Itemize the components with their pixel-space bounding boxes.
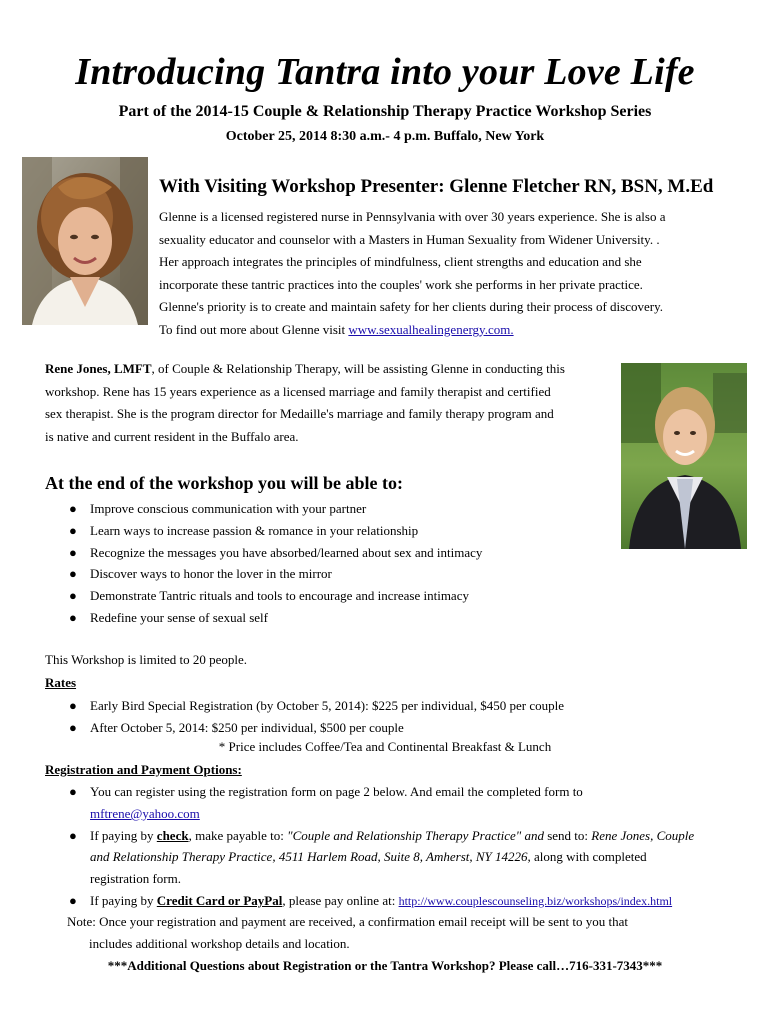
- presenter-heading: With Visiting Workshop Presenter: Glenne Fletcher RN, BSN, M.Ed: [159, 176, 714, 197]
- bullet-icon: ●: [69, 501, 77, 516]
- mailing-address: and Relationship Therapy Practice, 4511 Harlem Road, Suite 8, Amherst, NY 14226,: [90, 849, 531, 865]
- bullet-icon: ●: [69, 892, 77, 908]
- online-pay-label: Credit Card or PayPal: [156, 892, 283, 908]
- assistant-bio-line: sex therapist. She is the program director for Medaille's marriage and family therapy program and: [45, 406, 554, 421]
- assistant-bio-line: is native and current resident in the Buffalo area.: [45, 428, 299, 444]
- rate-text: After October 5, 2014: $250 per individual, $500 per couple: [90, 719, 404, 735]
- event-date-location: October 25, 2014 8:30 a.m.- 4 p.m. Buffalo, New York: [225, 129, 545, 144]
- list-item: [45, 520, 605, 542]
- payment-link[interactable]: http://www.couplescounseling.biz/workshops/index.html: [398, 893, 673, 908]
- bullet-icon: ●: [69, 544, 77, 560]
- registration-heading: Registration and Payment Options:: [45, 762, 242, 777]
- rate-text: Early Bird Special Registration (by October 5, 2014): $225 per individual, $450 per couple: [90, 698, 565, 713]
- presenter-bio-line: Glenne is a licensed registered nurse in Pennsylvania with over 30 years experience. She is also a: [159, 209, 666, 224]
- assistant-bio-line: workshop. Rene has 15 years experience as a licensed marriage and family therapist and certified: [45, 383, 551, 399]
- list-item: [45, 542, 605, 564]
- outcome-text: Redefine your sense of sexual self: [90, 609, 268, 625]
- outcomes-heading: At the end of the workshop you will be able to:: [45, 473, 404, 493]
- bullet-icon: ●: [69, 719, 77, 735]
- outcome-text: Improve conscious communication with your partner: [90, 501, 367, 516]
- check-text: If paying by: [90, 827, 157, 843]
- check-label: check: [156, 827, 189, 843]
- presenter-photo-image: [22, 157, 148, 325]
- registration-list: [45, 781, 735, 913]
- outcome-text: Learn ways to increase passion & romance in your relationship: [90, 522, 419, 538]
- registration-email-text: You can register using the registration form on page 2 below. And email the completed form to: [90, 784, 583, 799]
- presenter-bio: [159, 206, 719, 341]
- bullet-icon: ●: [69, 588, 77, 604]
- outcome-text: Discover ways to honor the lover in the mirror: [90, 566, 332, 582]
- presenter-bio-line: Glenne's priority is to create and maintain safety for her clients during their process of discovery.: [159, 299, 664, 314]
- list-item: [45, 585, 605, 607]
- bullet-icon: ●: [69, 609, 77, 625]
- check-text: registration form.: [90, 871, 181, 887]
- list-item: [45, 607, 605, 629]
- price-includes-note: * Price includes Coffee/Tea and Continental Breakfast & Lunch: [218, 739, 552, 754]
- assistant-photo: [621, 363, 747, 549]
- note-line: Note: Once your registration and payment are received, a confirmation email receipt will be sent to you that: [67, 914, 628, 929]
- assistant-photo-image: [621, 363, 747, 549]
- list-item: [45, 781, 735, 825]
- list-item: [45, 498, 605, 520]
- assistant-bio-line: [45, 358, 610, 381]
- presenter-bio-line: sexuality educator and counselor with a Masters in Human Sexuality from Widener University. .: [159, 231, 660, 247]
- presenter-website-link[interactable]: www.sexualhealingenergy.com.: [348, 321, 514, 337]
- bullet-icon: ●: [69, 698, 77, 713]
- list-item: [45, 825, 735, 890]
- confirmation-note: [67, 911, 727, 955]
- capacity-note: This Workshop is limited to 20 people.: [45, 652, 248, 667]
- check-text: , make payable to:: [188, 827, 288, 843]
- list-item: [45, 717, 685, 739]
- series-subtitle: Part of the 2014-15 Couple & Relationship Therapy Practice Workshop Series: [118, 103, 652, 120]
- online-pay-text: , please pay online at:: [282, 892, 399, 908]
- registration-email-link[interactable]: mftrene@yahoo.com: [90, 805, 200, 821]
- check-text: send to:: [543, 827, 592, 843]
- list-item: [45, 695, 685, 717]
- bullet-icon: ●: [69, 784, 77, 799]
- assistant-bio: [45, 358, 610, 448]
- presenter-bio-line: Her approach integrates the principles of mindfulness, client strengths and education and she: [159, 254, 642, 269]
- page-title: Introducing Tantra into your Love Life: [75, 51, 695, 93]
- presenter-bio-line: incorporate these tantric practices into the couples' work she performs in her private practice.: [159, 276, 643, 292]
- list-item: [45, 890, 735, 913]
- list-item: [45, 563, 605, 585]
- rates-list: [45, 695, 685, 739]
- presenter-visit-line: [159, 319, 719, 342]
- presenter-visit-text: To find out more about Glenne visit: [159, 321, 349, 337]
- online-pay-text: If paying by: [90, 892, 157, 908]
- contact-line: ***Additional Questions about Registration or the Tantra Workshop? Please call…716-331-7343***: [107, 958, 663, 973]
- assistant-bio-text: , of Couple & Relationship Therapy, will be assisting Glenne in conducting this: [151, 361, 565, 376]
- assistant-name: Rene Jones, LMFT: [45, 361, 152, 376]
- check-payee: "Couple and Relationship Therapy Practice" and: [287, 827, 544, 843]
- bullet-icon: ●: [69, 827, 77, 843]
- outcomes-list: [45, 498, 605, 629]
- outcome-text: Recognize the messages you have absorbed/learned about sex and intimacy: [90, 544, 483, 560]
- mailing-address: Rene Jones, Couple: [591, 827, 695, 843]
- bullet-icon: ●: [69, 566, 77, 582]
- rates-heading: Rates: [45, 675, 77, 690]
- presenter-photo: [22, 157, 148, 325]
- check-text: along with completed: [530, 849, 647, 865]
- bullet-icon: ●: [69, 522, 77, 538]
- outcome-text: Demonstrate Tantric rituals and tools to encourage and increase intimacy: [90, 588, 469, 604]
- note-line: includes additional workshop details and location.: [89, 936, 350, 951]
